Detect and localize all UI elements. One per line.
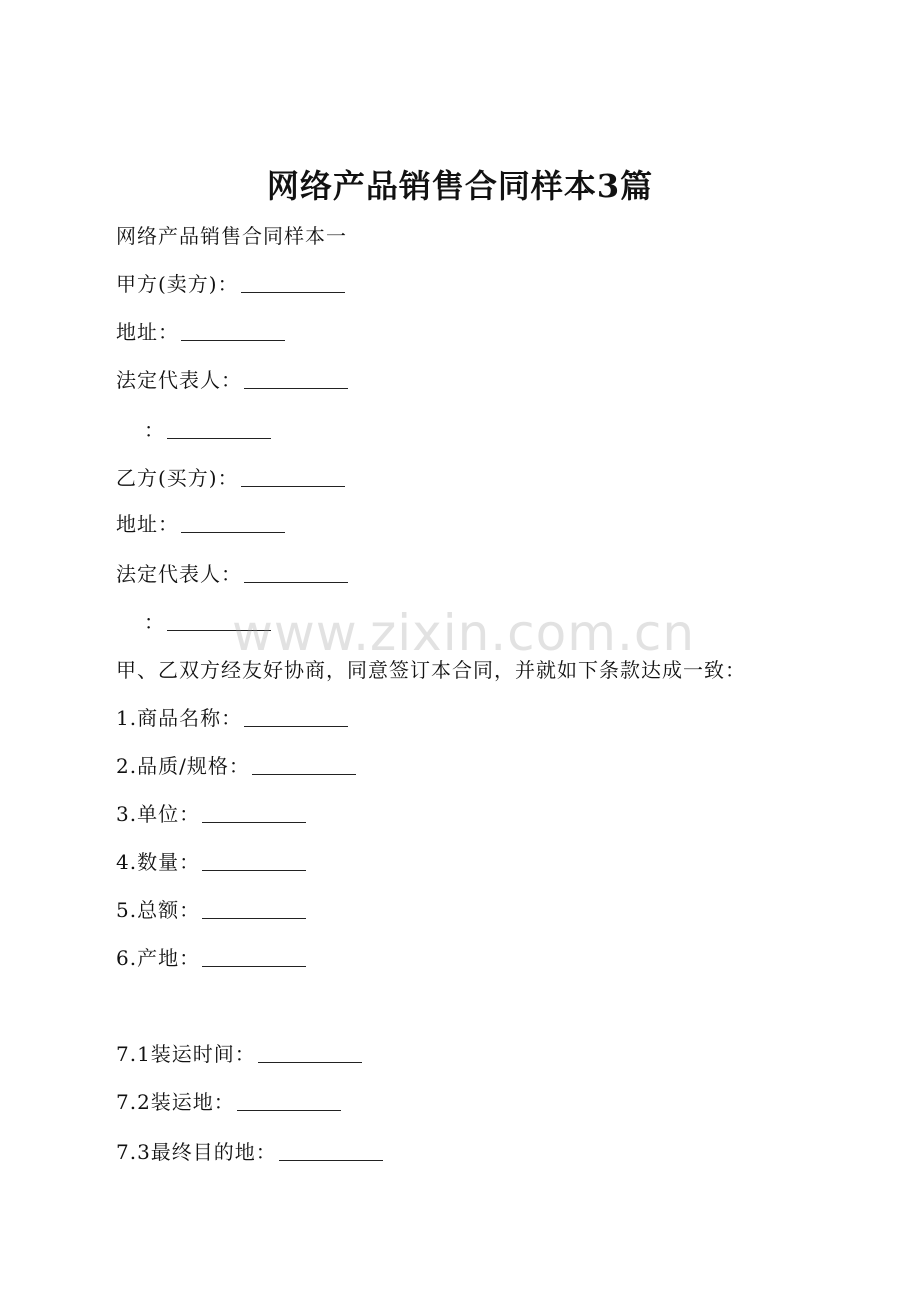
item-blank[interactable] <box>202 802 306 823</box>
party-a-extra-field: ： <box>144 416 271 444</box>
party-a-extra-blank[interactable] <box>167 418 271 439</box>
shipping-place: 7.2装运地： <box>116 1088 341 1116</box>
party-b-field: 乙方(买方)： <box>116 464 345 492</box>
shipping-blank[interactable] <box>237 1090 341 1111</box>
item-origin: 6.产地： <box>116 944 306 972</box>
item-blank[interactable] <box>202 850 306 871</box>
party-a-address-blank[interactable] <box>181 320 285 341</box>
party-b-rep-field: 法定代表人： <box>116 560 348 588</box>
item-blank[interactable] <box>202 898 306 919</box>
party-b-extra-field: ： <box>144 608 271 636</box>
party-a-rep-blank[interactable] <box>244 368 348 389</box>
party-a-address-field: 地址： <box>116 318 285 346</box>
item-product-name: 1.商品名称： <box>116 704 348 732</box>
party-a-rep-field: 法定代表人： <box>116 366 348 394</box>
party-b-extra-blank[interactable] <box>167 610 271 631</box>
shipping-time: 7.1装运时间： <box>116 1040 362 1068</box>
shipping-blank[interactable] <box>279 1140 383 1161</box>
party-a-blank[interactable] <box>241 272 345 293</box>
party-b-blank[interactable] <box>241 466 345 487</box>
party-a-field: 甲方(卖方)： <box>116 270 345 298</box>
item-total: 5.总额： <box>116 896 306 924</box>
shipping-destination: 7.3最终目的地： <box>116 1138 383 1166</box>
party-b-address-blank[interactable] <box>181 512 285 533</box>
watermark: www.zixin.com.cn <box>232 604 696 662</box>
item-quantity: 4.数量： <box>116 848 306 876</box>
agreement-text: 甲、乙双方经友好协商，同意签订本合同，并就如下条款达成一致： <box>116 658 746 682</box>
item-quality-spec: 2.品质/规格： <box>116 752 356 780</box>
document-title: 网络产品销售合同样本3篇 <box>266 167 654 205</box>
shipping-blank[interactable] <box>258 1042 362 1063</box>
item-blank[interactable] <box>244 706 348 727</box>
item-blank[interactable] <box>202 946 306 967</box>
party-b-address-field: 地址： <box>116 510 285 538</box>
party-b-rep-blank[interactable] <box>244 562 348 583</box>
contract-subtitle: 网络产品销售合同样本一 <box>116 224 347 248</box>
item-unit: 3.单位： <box>116 800 306 828</box>
item-blank[interactable] <box>252 754 356 775</box>
